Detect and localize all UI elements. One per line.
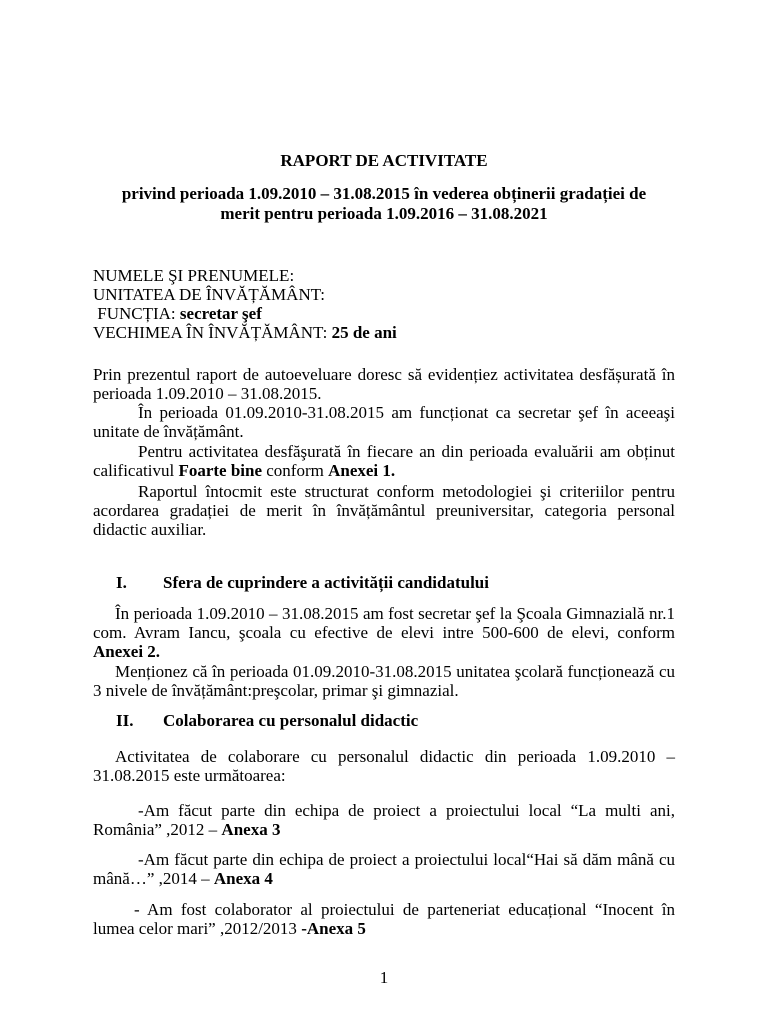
section-1-title: Sfera de cuprindere a activității candidatului xyxy=(163,573,489,592)
section-1-number: I. xyxy=(116,573,127,592)
annex-item-5: - Am fost colaborator al proiectului de parteneriat educațional “Inocent în lumea celor mari” ,2012/2013 -Anexa 5 xyxy=(93,900,675,938)
section-2-number: II. xyxy=(116,711,134,730)
intro-paragraph-1: Prin prezentul raport de autoeveluare doresc să evidențiez activitatea desfășurată în perioada 1.09.2010 – 31.08.2015. xyxy=(93,365,675,403)
unit-field: UNITATEA DE ÎNVĂȚĂMÂNT: xyxy=(93,285,325,304)
seniority-field: VECHIMEA ÎN ÎNVĂȚĂMÂNT: 25 de ani xyxy=(93,323,397,342)
section-1-paragraph-1: În perioada 1.09.2010 – 31.08.2015 am fost secretar şef la Şcoala Gimnazială nr.1 com. Avram Iancu, şcoala cu efective de elevi intre 500-600 de elevi, conform Anexei 2. xyxy=(93,604,675,661)
page-number: 1 xyxy=(379,968,389,987)
intro-paragraph-2: În perioada 01.09.2010-31.08.2015 am funcționat ca secretar şef în aceeaşi unitate de învățământ. xyxy=(93,403,675,441)
section-2-title: Colaborarea cu personalul didactic xyxy=(163,711,419,730)
function-value: secretar şef xyxy=(179,304,262,323)
document-subtitle xyxy=(90,184,678,224)
intro-paragraph-4: Raportul întocmit este structurat conform metodologiei şi criteriilor pentru acordarea gradației de merit în învățământul preuniversitar, categoria personal didactic auxiliar. xyxy=(93,482,675,539)
seniority-value: 25 de ani xyxy=(331,323,397,342)
subtitle-line-2: merit pentru perioada 1.09.2016 – 31.08.2021 xyxy=(220,204,548,223)
intro-paragraph-3: Pentru activitatea desfăşurată în fiecare an din perioada evaluării am obținut calificativul Foarte bine conform Anexei 1. xyxy=(93,442,675,480)
candidate-fields xyxy=(93,266,693,342)
section-1-paragraph-2: Menționez că în perioada 01.09.2010-31.08.2015 unitatea şcolară funcționează cu 3 nivele de învățământ:preşcolar, primar şi gimnazial. xyxy=(93,662,675,700)
document-title: RAPORT DE ACTIVITATE xyxy=(280,151,488,170)
annex-item-4: -Am făcut parte din echipa de proiect a proiectului local“Hai să dăm mână cu mână…” ,2014 – Anexa 4 xyxy=(93,850,675,888)
name-field: NUMELE ŞI PRENUMELE: xyxy=(93,266,295,285)
section-2-paragraph-1: Activitatea de colaborare cu personalul didactic din perioada 1.09.2010 – 31.08.2015 este următoarea: xyxy=(93,747,675,785)
function-field: FUNCȚIA: secretar şef xyxy=(97,304,262,323)
annex-item-3: -Am făcut parte din echipa de proiect a proiectului local “La multi ani, România” ,2012 – Anexa 3 xyxy=(93,801,675,839)
subtitle-line-1: privind perioada 1.09.2010 – 31.08.2015 în vederea obținerii gradației de xyxy=(121,184,647,203)
